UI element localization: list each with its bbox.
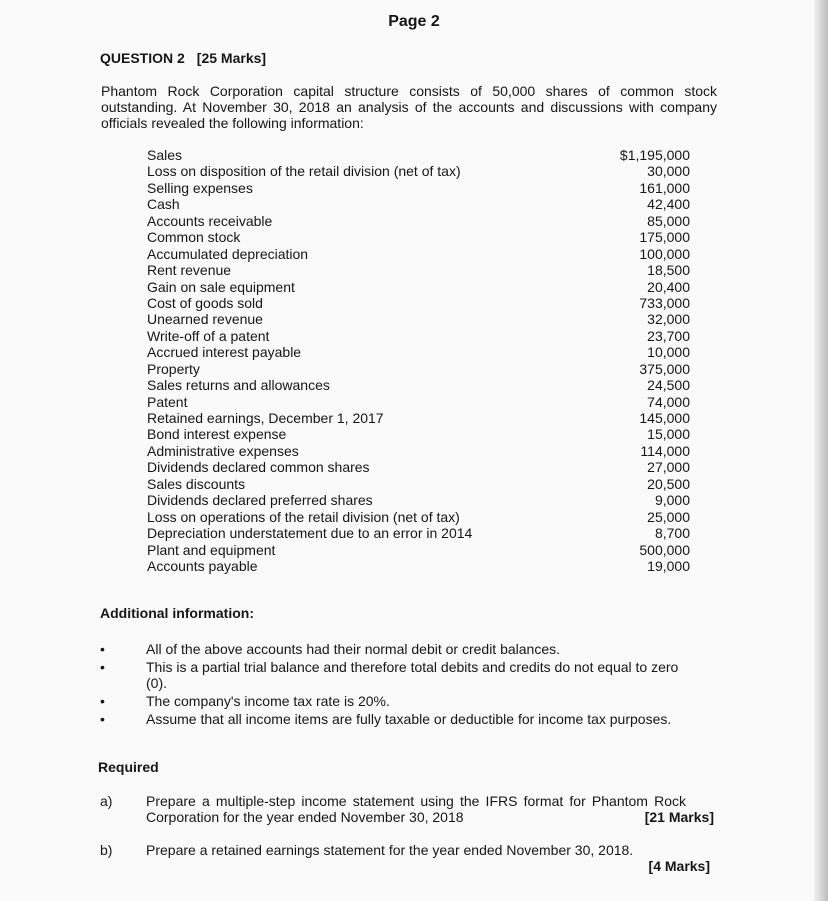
account-row [147, 492, 690, 508]
account-row [147, 509, 690, 525]
account-name: Accrued interest payable [147, 344, 302, 361]
account-row [147, 542, 690, 558]
account-row [147, 459, 690, 475]
account-row [147, 147, 690, 163]
account-name: Sales [147, 147, 183, 163]
account-row [147, 180, 690, 196]
account-row [147, 328, 690, 344]
account-amount: 500,000 [639, 541, 690, 558]
account-row [147, 410, 690, 426]
account-amount: 30,000 [647, 163, 690, 180]
account-row [147, 525, 690, 541]
account-name: Cost of goods sold [147, 294, 263, 311]
account-amount: 19,000 [647, 557, 690, 574]
account-amount: 100,000 [639, 245, 690, 262]
account-amount: 114,000 [640, 442, 690, 459]
account-row [147, 361, 690, 377]
account-name: Accumulated depreciation [147, 245, 309, 262]
account-amount: 733,000 [639, 294, 690, 311]
account-row [147, 213, 690, 229]
account-row [147, 246, 690, 262]
question-intro: Phantom Rock Corporation capital structure consists of 50,000 shares of common stock outstanding. At November 30, 2018 an analysis of the accounts and discussions with company officials revealed the following information: [101, 83, 717, 131]
account-row [147, 311, 690, 327]
account-amount: 32,000 [647, 311, 690, 328]
account-row [147, 476, 690, 492]
account-amount: $1,195,000 [619, 147, 690, 163]
additional-info-heading: Additional information: [100, 605, 254, 621]
question-marks: [25 Marks] [196, 50, 267, 66]
account-name: Sales discounts [147, 475, 246, 492]
photo-edge-shadow [814, 0, 828, 901]
account-row [147, 229, 690, 245]
account-name: Depreciation understatement due to an error in 2014 [147, 525, 473, 542]
account-row [147, 377, 690, 393]
part-marks: [21 Marks] [644, 809, 714, 825]
account-amount: 20,400 [647, 278, 690, 295]
account-row [147, 443, 690, 459]
account-amount: 9,000 [654, 492, 690, 509]
account-amount: 20,500 [647, 475, 690, 492]
account-name: Unearned revenue [147, 311, 263, 328]
account-amount: 23,700 [647, 327, 690, 344]
account-amount: 24,500 [647, 377, 690, 394]
account-amount: 27,000 [647, 459, 690, 476]
bullet-item: • The company's income tax rate is 20%. [100, 693, 700, 709]
account-name: Common stock [147, 229, 241, 246]
account-name: Property [147, 360, 200, 377]
account-row [147, 558, 690, 574]
part-text: Prepare a multiple-step income statement using the IFRS format for Phantom Rock Corporation for the year ended November 30, 2018 [146, 793, 686, 825]
additional-info-list [100, 641, 700, 729]
account-name: Plant and equipment [147, 541, 276, 558]
part-text: Prepare a retained earnings statement for the year ended November 30, 2018. [146, 842, 634, 858]
account-name: Sales returns and allowances [147, 377, 330, 394]
account-name: Accounts receivable [147, 212, 273, 229]
account-amount: 175,000 [639, 229, 690, 246]
account-amount: 25,000 [647, 508, 690, 525]
part-label: a) [100, 793, 113, 809]
account-amount: 375,000 [639, 360, 690, 377]
account-name: Patent [147, 393, 188, 410]
account-amount: 74,000 [647, 393, 690, 410]
required-heading: Required [98, 759, 159, 775]
account-amount: 10,000 [647, 344, 690, 361]
account-amount: 15,000 [647, 426, 690, 443]
account-row [147, 163, 690, 179]
account-row [147, 394, 690, 410]
account-name: Write-off of a patent [147, 327, 270, 344]
account-row [147, 196, 690, 212]
account-name: Rent revenue [147, 262, 232, 279]
account-name: Loss on operations of the retail division (net of tax) [147, 508, 460, 525]
account-name: Retained earnings, December 1, 2017 [147, 410, 384, 426]
account-name: Bond interest expense [147, 426, 287, 443]
required-part-a [100, 793, 714, 825]
account-row [147, 295, 690, 311]
account-row [147, 426, 690, 442]
part-marks: [4 Marks] [648, 858, 710, 874]
account-name: Accounts payable [147, 557, 258, 574]
account-name: Loss on disposition of the retail division (net of tax) [147, 163, 461, 180]
bullet-item: • Assume that all income items are fully taxable or deductible for income tax purposes. [100, 711, 700, 727]
part-label: b) [100, 842, 113, 858]
account-name: Cash [147, 196, 180, 213]
account-row [147, 344, 690, 360]
account-amount: 42,400 [647, 196, 690, 213]
account-name: Gain on sale equipment [147, 278, 295, 295]
account-name: Administrative expenses [147, 442, 299, 459]
account-row [147, 279, 690, 295]
account-name: Dividends declared common shares [147, 459, 370, 476]
account-name: Selling expenses [147, 179, 253, 196]
account-amount: 8,700 [654, 525, 690, 542]
account-row [147, 262, 690, 278]
account-amount: 18,500 [647, 262, 690, 279]
question-label: QUESTION 2 [100, 50, 185, 66]
accounts-list [147, 147, 690, 574]
account-name: Dividends declared preferred shares [147, 492, 373, 509]
question-heading [100, 50, 278, 66]
bullet-item: • This is a partial trial balance and therefore total debits and credits do not equal to zero (0). [100, 659, 700, 691]
bullet-item: • All of the above accounts had their normal debit or credit balances. [100, 641, 700, 657]
account-amount: 161,000 [639, 179, 690, 196]
page-title: Page 2 [388, 13, 440, 30]
account-amount: 145,000 [639, 410, 690, 426]
account-amount: 85,000 [647, 212, 690, 229]
required-part-b [100, 842, 710, 874]
